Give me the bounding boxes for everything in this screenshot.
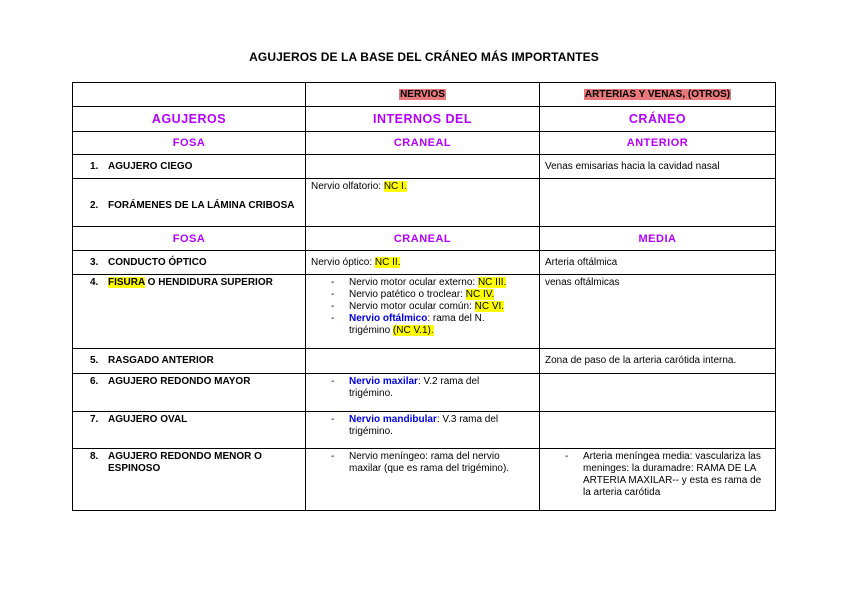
section1-c2: INTERNOS DEL — [306, 107, 540, 132]
row-number: 8. — [90, 451, 99, 462]
section1-c3: CRÁNEO — [540, 107, 776, 132]
nerve-code: (NC V.1). — [392, 325, 434, 336]
section2-c1: FOSA — [73, 132, 306, 155]
header-row — [73, 83, 776, 107]
nerve-text: : rama del N. trigémino — [349, 313, 485, 336]
nerve-text: Nervio motor ocular común: — [349, 301, 475, 312]
table-row — [73, 374, 776, 412]
foramina-table — [72, 82, 776, 511]
nerve-code: NC I. — [383, 181, 407, 192]
nerve-bold: Nervio oftálmico — [349, 313, 428, 324]
table-row — [73, 179, 776, 227]
list-item — [311, 376, 534, 400]
row1-nerves-cell — [306, 155, 540, 179]
list-item — [311, 313, 534, 337]
row-name: AGUJERO REDONDO MENOR O ESPINOSO — [108, 451, 262, 474]
row5-nerves-cell — [306, 349, 540, 374]
row-name: AGUJERO CIEGO — [108, 160, 193, 172]
nerve-bold: Nervio maxilar — [349, 376, 418, 387]
list-item — [311, 289, 534, 301]
artery-list — [545, 451, 770, 499]
row7-nerves-cell — [306, 412, 540, 449]
table-row — [73, 449, 776, 511]
row8-arteries-cell — [540, 449, 776, 511]
list-item — [311, 451, 534, 475]
row-name: AGUJERO OVAL — [108, 414, 188, 425]
nerve-text: Nervio motor ocular externo: — [349, 277, 478, 288]
section-row-fosa-media — [73, 227, 776, 251]
row7-arteries-cell — [540, 412, 776, 449]
section2-c3: ANTERIOR — [540, 132, 776, 155]
row4-arteries-cell: venas oftálmicas — [540, 275, 776, 349]
list-item — [311, 414, 534, 438]
row7-name-cell — [73, 412, 306, 449]
table-row — [73, 155, 776, 179]
row6-nerves-cell — [306, 374, 540, 412]
row-name: RASGADO ANTERIOR — [108, 355, 214, 366]
nerve-code: NC III. — [477, 277, 507, 288]
header-empty-cell — [73, 83, 306, 107]
row2-nerves-cell — [306, 179, 540, 227]
row-name-rest: O HENDIDURA SUPERIOR — [144, 277, 273, 288]
row-number: 6. — [90, 376, 99, 387]
nerve-list — [311, 451, 534, 475]
row-name: CONDUCTO ÓPTICO — [108, 256, 207, 268]
section3-c1: FOSA — [73, 227, 306, 251]
header-nervios-cell — [306, 83, 540, 107]
row-name-highlight: FISURA — [108, 277, 145, 288]
header-nervios: NERVIOS — [400, 88, 445, 100]
row-name — [108, 277, 298, 289]
row6-arteries-cell — [540, 374, 776, 412]
row-number: 5. — [90, 355, 99, 366]
table-row — [73, 275, 776, 349]
table-row — [73, 251, 776, 275]
nerve-code: NC II. — [374, 256, 401, 268]
nerve-bold: Nervio mandibular — [349, 414, 437, 425]
row-name: FORÁMENES DE LA LÁMINA CRIBOSA — [108, 199, 295, 211]
row3-name-cell — [73, 251, 306, 275]
nerve-list — [311, 376, 534, 400]
nerve-text: Nervio patético o troclear: — [349, 289, 466, 300]
header-arterias: ARTERIAS Y VENAS, (OTROS) — [584, 88, 731, 100]
section2-c2: CRANEAL — [306, 132, 540, 155]
row-name: AGUJERO REDONDO MAYOR — [108, 376, 251, 387]
row3-arteries-cell: Arteria oftálmica — [540, 251, 776, 275]
row-number: 3. — [90, 256, 99, 268]
row6-name-cell — [73, 374, 306, 412]
table-row — [73, 349, 776, 374]
nerve-list — [311, 414, 534, 438]
nerve-code: NC IV. — [465, 289, 495, 300]
row4-nerves-cell — [306, 275, 540, 349]
row5-name-cell — [73, 349, 306, 374]
nerve-text: : V.2 rama del trigémino. — [349, 376, 480, 399]
table-row — [73, 412, 776, 449]
row-number: 2. — [90, 199, 99, 211]
section-row-agujeros — [73, 107, 776, 132]
row8-name-cell — [73, 449, 306, 511]
list-item — [545, 451, 770, 499]
artery-text: Arteria meníngea media: vasculariza las meninges: la duramadre: RAMA DE LA ARTERIA MAXILAR-- y esta es rama de la arteria carótida — [583, 451, 762, 498]
section3-c2: CRANEAL — [306, 227, 540, 251]
row2-name-cell — [73, 179, 306, 227]
nerve-code: NC VI. — [474, 301, 505, 312]
row1-name-cell — [73, 155, 306, 179]
section-row-fosa-anterior — [73, 132, 776, 155]
row4-name-cell — [73, 275, 306, 349]
section1-c1: AGUJEROS — [73, 107, 306, 132]
nerve-text: Nervio óptico: — [311, 256, 375, 268]
list-item — [311, 277, 534, 289]
row1-arteries-cell: Venas emisarias hacia la cavidad nasal — [540, 155, 776, 179]
row5-arteries-cell: Zona de paso de la arteria carótida interna. — [540, 349, 776, 374]
row-number: 7. — [90, 414, 99, 425]
nerve-list — [311, 277, 534, 337]
row3-nerves-cell — [306, 251, 540, 275]
row-number: 4. — [90, 277, 99, 288]
list-item — [311, 301, 534, 313]
row-number: 1. — [90, 160, 99, 172]
nerve-text: Nervio meníngeo: rama del nervio maxilar (que es rama del trigémino). — [349, 451, 510, 474]
row2-arteries-cell — [540, 179, 776, 227]
section3-c3: MEDIA — [540, 227, 776, 251]
nerve-text: : V.3 rama del trigémino. — [349, 414, 499, 437]
document-title: AGUJEROS DE LA BASE DEL CRÁNEO MÁS IMPORTANTES — [249, 50, 599, 64]
nerve-text: Nervio olfatorio: — [311, 181, 384, 192]
row8-nerves-cell — [306, 449, 540, 511]
header-arterias-cell — [540, 83, 776, 107]
